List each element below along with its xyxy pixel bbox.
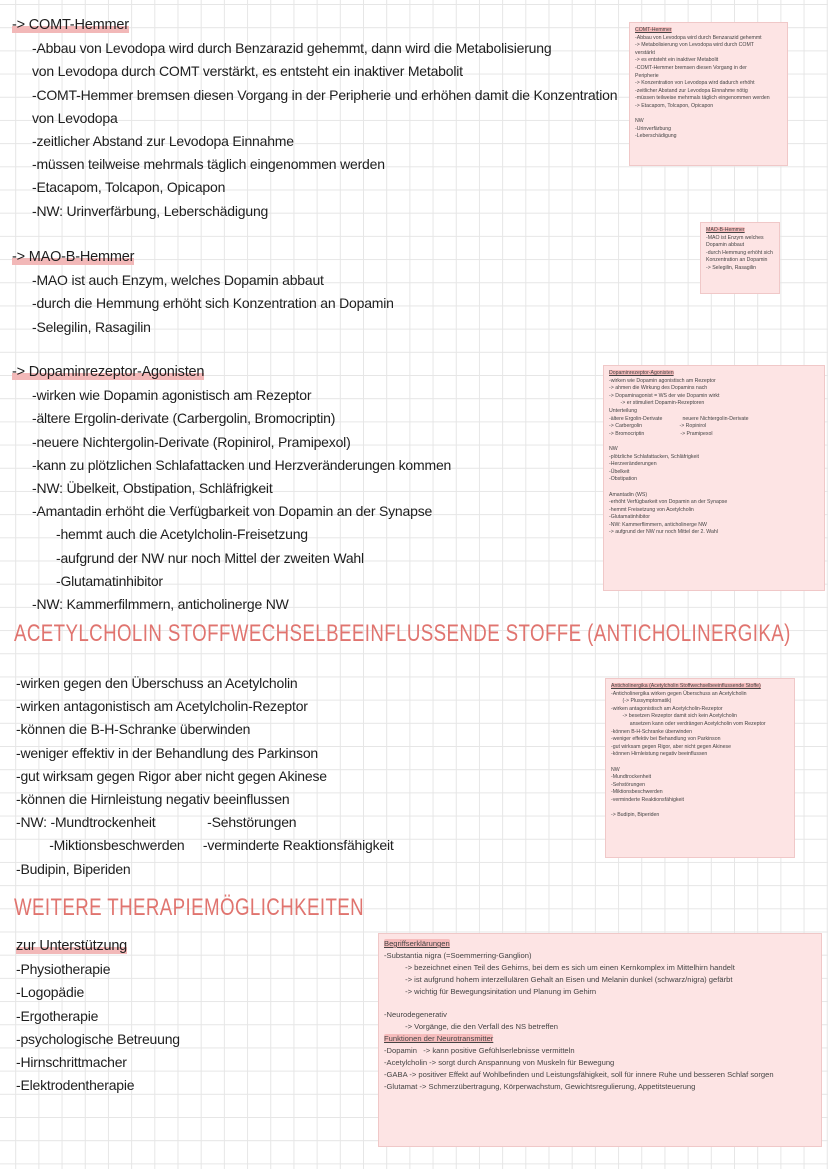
text-line bbox=[12, 500, 451, 523]
line-text: -Selegilin, Rasagilin bbox=[32, 318, 151, 335]
line-text: -Abbau von Levodopa wird durch Benzarazid gehemmt, dann wird die Metabolisierung bbox=[32, 40, 552, 57]
line-text: -ältere Ergolin-derivate (Carbergolin, Bromocriptin) bbox=[32, 410, 336, 427]
line-text: -Logopädie bbox=[16, 984, 85, 1001]
line-text: -Miktionsbeschwerden -verminderte Reaktionsfähigkeit bbox=[16, 837, 394, 854]
text-line bbox=[12, 60, 617, 83]
section-heading bbox=[12, 360, 451, 384]
text-line bbox=[12, 316, 394, 339]
line-text: -hemmt auch die Acetylcholin-Freisetzung bbox=[56, 526, 308, 543]
text-line bbox=[12, 200, 617, 223]
heading-weitere-therapie: WEITERE THERAPIEMÖGLICHKEITEN bbox=[14, 894, 365, 921]
line-text: -durch die Hemmung erhöht sich Konzentration an Dopamin bbox=[32, 295, 394, 312]
heading-text: -> Dopaminrezeptor-Agonisten bbox=[12, 364, 205, 380]
mao-section bbox=[12, 245, 394, 339]
line-text: von Levodopa bbox=[32, 109, 118, 126]
line-text: -können die B-H-Schranke überwinden bbox=[16, 721, 251, 738]
note-body: -Anticholinergika wirken gegen Überschuss an Acetylcholin (-> Plussymptomatik) -wirken antagonistisch am Acetylcholin-Rezeptor -> besetzen Rezeptor damit sich kein Acetylcholin ansetzen kann oder verdrängen Acetylcholin vom Rezeptor -können B-H-Schranke überwinden -weniger effektiv bei Behandlung von Parkinson -gut wirksam gegen Rigor, aber nicht gegen Akinese -können Hirnleistung negativ beeinflussen NW -Mundtrockenheit -Sehstörungen -Miktionsbeschwerden -verminderte Reaktionsfähigkeit -> Budipin, Biperiden bbox=[611, 690, 766, 819]
text-line bbox=[16, 718, 394, 741]
note-dopamine-agonists bbox=[603, 365, 825, 591]
text-line bbox=[16, 765, 394, 788]
note-body: -Substantia nigra (=Soemmerring-Ganglion) -> bezeichnet einen Teil des Gehirns, bei dem es sich um einen Kernkomplex im Mittelhirn handelt -> ist aufgrund hohem interzellulären Gehalt an Eisen und Melanin dunkel (schwarz/nigra) gefärbt -> wichtig für Bewegungsinitation und Planung im Gehirn -Neurodegenerativ -> Vorgänge, die den Verfall des NS betreffen bbox=[384, 950, 735, 1032]
text-line bbox=[12, 84, 617, 107]
note-anticholinergika bbox=[605, 678, 795, 858]
text-line bbox=[16, 1005, 180, 1028]
line-text: -gut wirksam gegen Rigor aber nicht gegen Akinese bbox=[16, 767, 327, 784]
text-line bbox=[16, 1028, 180, 1051]
text-line bbox=[12, 292, 394, 315]
line-text: -Physiotherapie bbox=[16, 961, 111, 978]
text-line bbox=[12, 153, 617, 176]
text-line bbox=[12, 269, 394, 292]
line-text: -Budipin, Biperiden bbox=[16, 860, 131, 877]
note-begriffe bbox=[378, 933, 822, 1147]
note-title: COMT-Hemmer bbox=[635, 27, 672, 33]
text-line bbox=[12, 37, 617, 60]
line-text: -wirken gegen den Überschuss an Acetylcholin bbox=[16, 675, 298, 691]
text-line bbox=[12, 107, 617, 130]
note-body: -MAO ist Enzym welches Dopamin abbaut -durch Hemmung erhöht sich Konzentration an Dopamin -> Selegilin, Rasagilin bbox=[706, 234, 773, 271]
text-line bbox=[16, 672, 394, 695]
line-text: -zeitlicher Abstand zur Levodopa Einnahme bbox=[32, 133, 294, 150]
text-line bbox=[16, 695, 394, 718]
text-line bbox=[12, 547, 451, 570]
text-line bbox=[12, 407, 451, 430]
text-line bbox=[16, 811, 394, 834]
line-text: -Elektrodentherapie bbox=[16, 1077, 135, 1094]
line-text: -NW: -Mundtrockenheit -Sehstörungen bbox=[16, 814, 297, 831]
text-line bbox=[12, 454, 451, 477]
text-line bbox=[12, 176, 617, 199]
text-line bbox=[12, 130, 617, 153]
heading-text: -> MAO-B-Hemmer bbox=[12, 249, 135, 265]
note-title: Dopaminrezeptor-Agonisten bbox=[609, 370, 674, 376]
comt-section bbox=[12, 13, 617, 223]
note-body-neurotransmitter: -Dopamin -> kann positive Gefühlserlebnisse vermitteln -Acetylcholin -> sorgt durch Anspannung von Muskeln für Bewegung -GABA -> positiver Effekt auf Wohlbefinden und Leistungsfähigkeit, soll für innere Ruhe und besseren Schlaf sorgen -Glutamat -> Schmerzübertragung, Körperwachstum, Gewichtsregulierung, Appetitsteuerung bbox=[384, 1046, 774, 1091]
section-heading bbox=[12, 13, 617, 37]
line-text: -aufgrund der NW nur noch Mittel der zweiten Wahl bbox=[56, 549, 364, 566]
anticholinergika-section bbox=[16, 672, 394, 881]
line-text: von Levodopa durch COMT verstärkt, es entsteht ein inaktiver Metabolit bbox=[32, 63, 463, 80]
section-heading bbox=[16, 934, 180, 958]
note-body: -Abbau von Levodopa wird durch Benzarazid gehemmt -> Metabolisierung von Levodopa wird durch COMT verstärkt -> es entsteht ein inaktiver Metabolit -COMT-Hemmer bremsen diesen Vorgang in der Peripherie -> Konzentration von Levodopa wird dadurch erhöht -zeitlicher Abstand zur Levodopa Einnahme nötig -müssen teilweise mehrmals täglich eingenommen werden -> Etacapom, Tolcapon, Opicapon NW -Urinverfärbung -Leberschädigung bbox=[635, 34, 770, 140]
text-line bbox=[12, 593, 451, 616]
section-heading bbox=[12, 245, 394, 269]
line-text: -NW: Kammerfilmmern, anticholinerge NW bbox=[32, 596, 289, 613]
line-text: -weniger effektiv in der Behandlung des Parkinson bbox=[16, 744, 319, 761]
heading-text: zur Unterstützung bbox=[16, 938, 128, 954]
text-line bbox=[16, 1074, 180, 1097]
text-line bbox=[16, 742, 394, 765]
text-line bbox=[12, 477, 451, 500]
line-text: -psychologische Betreuung bbox=[16, 1030, 180, 1047]
text-line bbox=[16, 1051, 180, 1074]
text-line bbox=[16, 958, 180, 981]
note-title: Anticholinergika (Acetylcholin Stoffwechselbeeinflussende Stoffe) bbox=[611, 683, 761, 689]
text-line bbox=[12, 570, 451, 593]
text-line bbox=[12, 384, 451, 407]
line-text: -COMT-Hemmer bremsen diesen Vorgang in der Peripherie und erhöhen damit die Konzentration bbox=[32, 86, 618, 103]
line-text: -müssen teilweise mehrmals täglich eingenommen werden bbox=[32, 156, 385, 173]
line-text: -Ergotherapie bbox=[16, 1007, 99, 1024]
line-text: -Hirnschrittmacher bbox=[16, 1054, 127, 1071]
note-comt bbox=[629, 22, 788, 166]
support-section bbox=[16, 934, 180, 1097]
text-line bbox=[16, 981, 180, 1004]
note-title: MAO-B-Hemmer bbox=[706, 227, 745, 233]
line-text: -Glutamatinhibitor bbox=[56, 572, 163, 589]
line-text: -neuere Nichtergolin-Derivate (Ropinirol, Pramipexol) bbox=[32, 433, 351, 450]
dopamine-agonists-section bbox=[12, 360, 451, 616]
line-text: -MAO ist auch Enzym, welches Dopamin abbaut bbox=[32, 272, 324, 289]
note-mao bbox=[700, 222, 780, 294]
line-text: -können die Hirnleistung negativ beeinflussen bbox=[16, 791, 290, 808]
text-line bbox=[16, 858, 394, 881]
text-line bbox=[16, 834, 394, 857]
text-line bbox=[12, 523, 451, 546]
note-title-neurotransmitter: Funktionen der Neurotransmitter bbox=[384, 1034, 494, 1044]
line-text: -wirken wie Dopamin agonistisch am Rezeptor bbox=[32, 387, 312, 404]
heading-anticholinergika: ACETYLCHOLIN STOFFWECHSELBEEINFLUSSENDE STOFFE (ANTICHOLINERGIKA) bbox=[14, 620, 791, 647]
line-text: -Etacapom, Tolcapon, Opicapon bbox=[32, 179, 226, 196]
line-text: -NW: Übelkeit, Obstipation, Schläfrigkeit bbox=[32, 480, 273, 497]
line-text: -kann zu plötzlichen Schlafattacken und Herzveränderungen kommen bbox=[32, 456, 452, 473]
line-text: -NW: Urinverfärbung, Leberschädigung bbox=[32, 202, 269, 219]
note-title: Begriffserklärungen bbox=[384, 939, 450, 948]
text-line bbox=[12, 431, 451, 454]
text-line bbox=[16, 788, 394, 811]
note-body: -wirken wie Dopamin agonistisch am Rezeptor -> ahmen die Wirkung des Dopamins nach -> Dopaminagonist = WS der wie Dopamin wirkt -> er stimuliert Dopamin-Rezeptoren Unterteilung -ältere Ergolin-Derivate neuere Nichtergolin-Derivate -> Carbergolin -> Ropinirol -> Bromocriptin -> Pramipexol NW -plötzliche Schlafattacken, Schläfrigkeit -Herzveränderungen -Übelkeit -Obstipation Amantadin (WS) -erhöht Verfügbarkeit von Dopamin an der Synapse -hemmt Freisetzung von Acetylcholin -Glutamatinhibitor -NW: Kammerflimmern, anticholinerge NW -> aufgrund der NW nur noch Mittel der 2. Wahl bbox=[609, 377, 749, 536]
line-text: -wirken antagonistisch am Acetylcholin-Rezeptor bbox=[16, 698, 308, 715]
line-text: -Amantadin erhöht die Verfügbarkeit von Dopamin an der Synapse bbox=[32, 503, 433, 520]
heading-text: -> COMT-Hemmer bbox=[12, 17, 129, 33]
